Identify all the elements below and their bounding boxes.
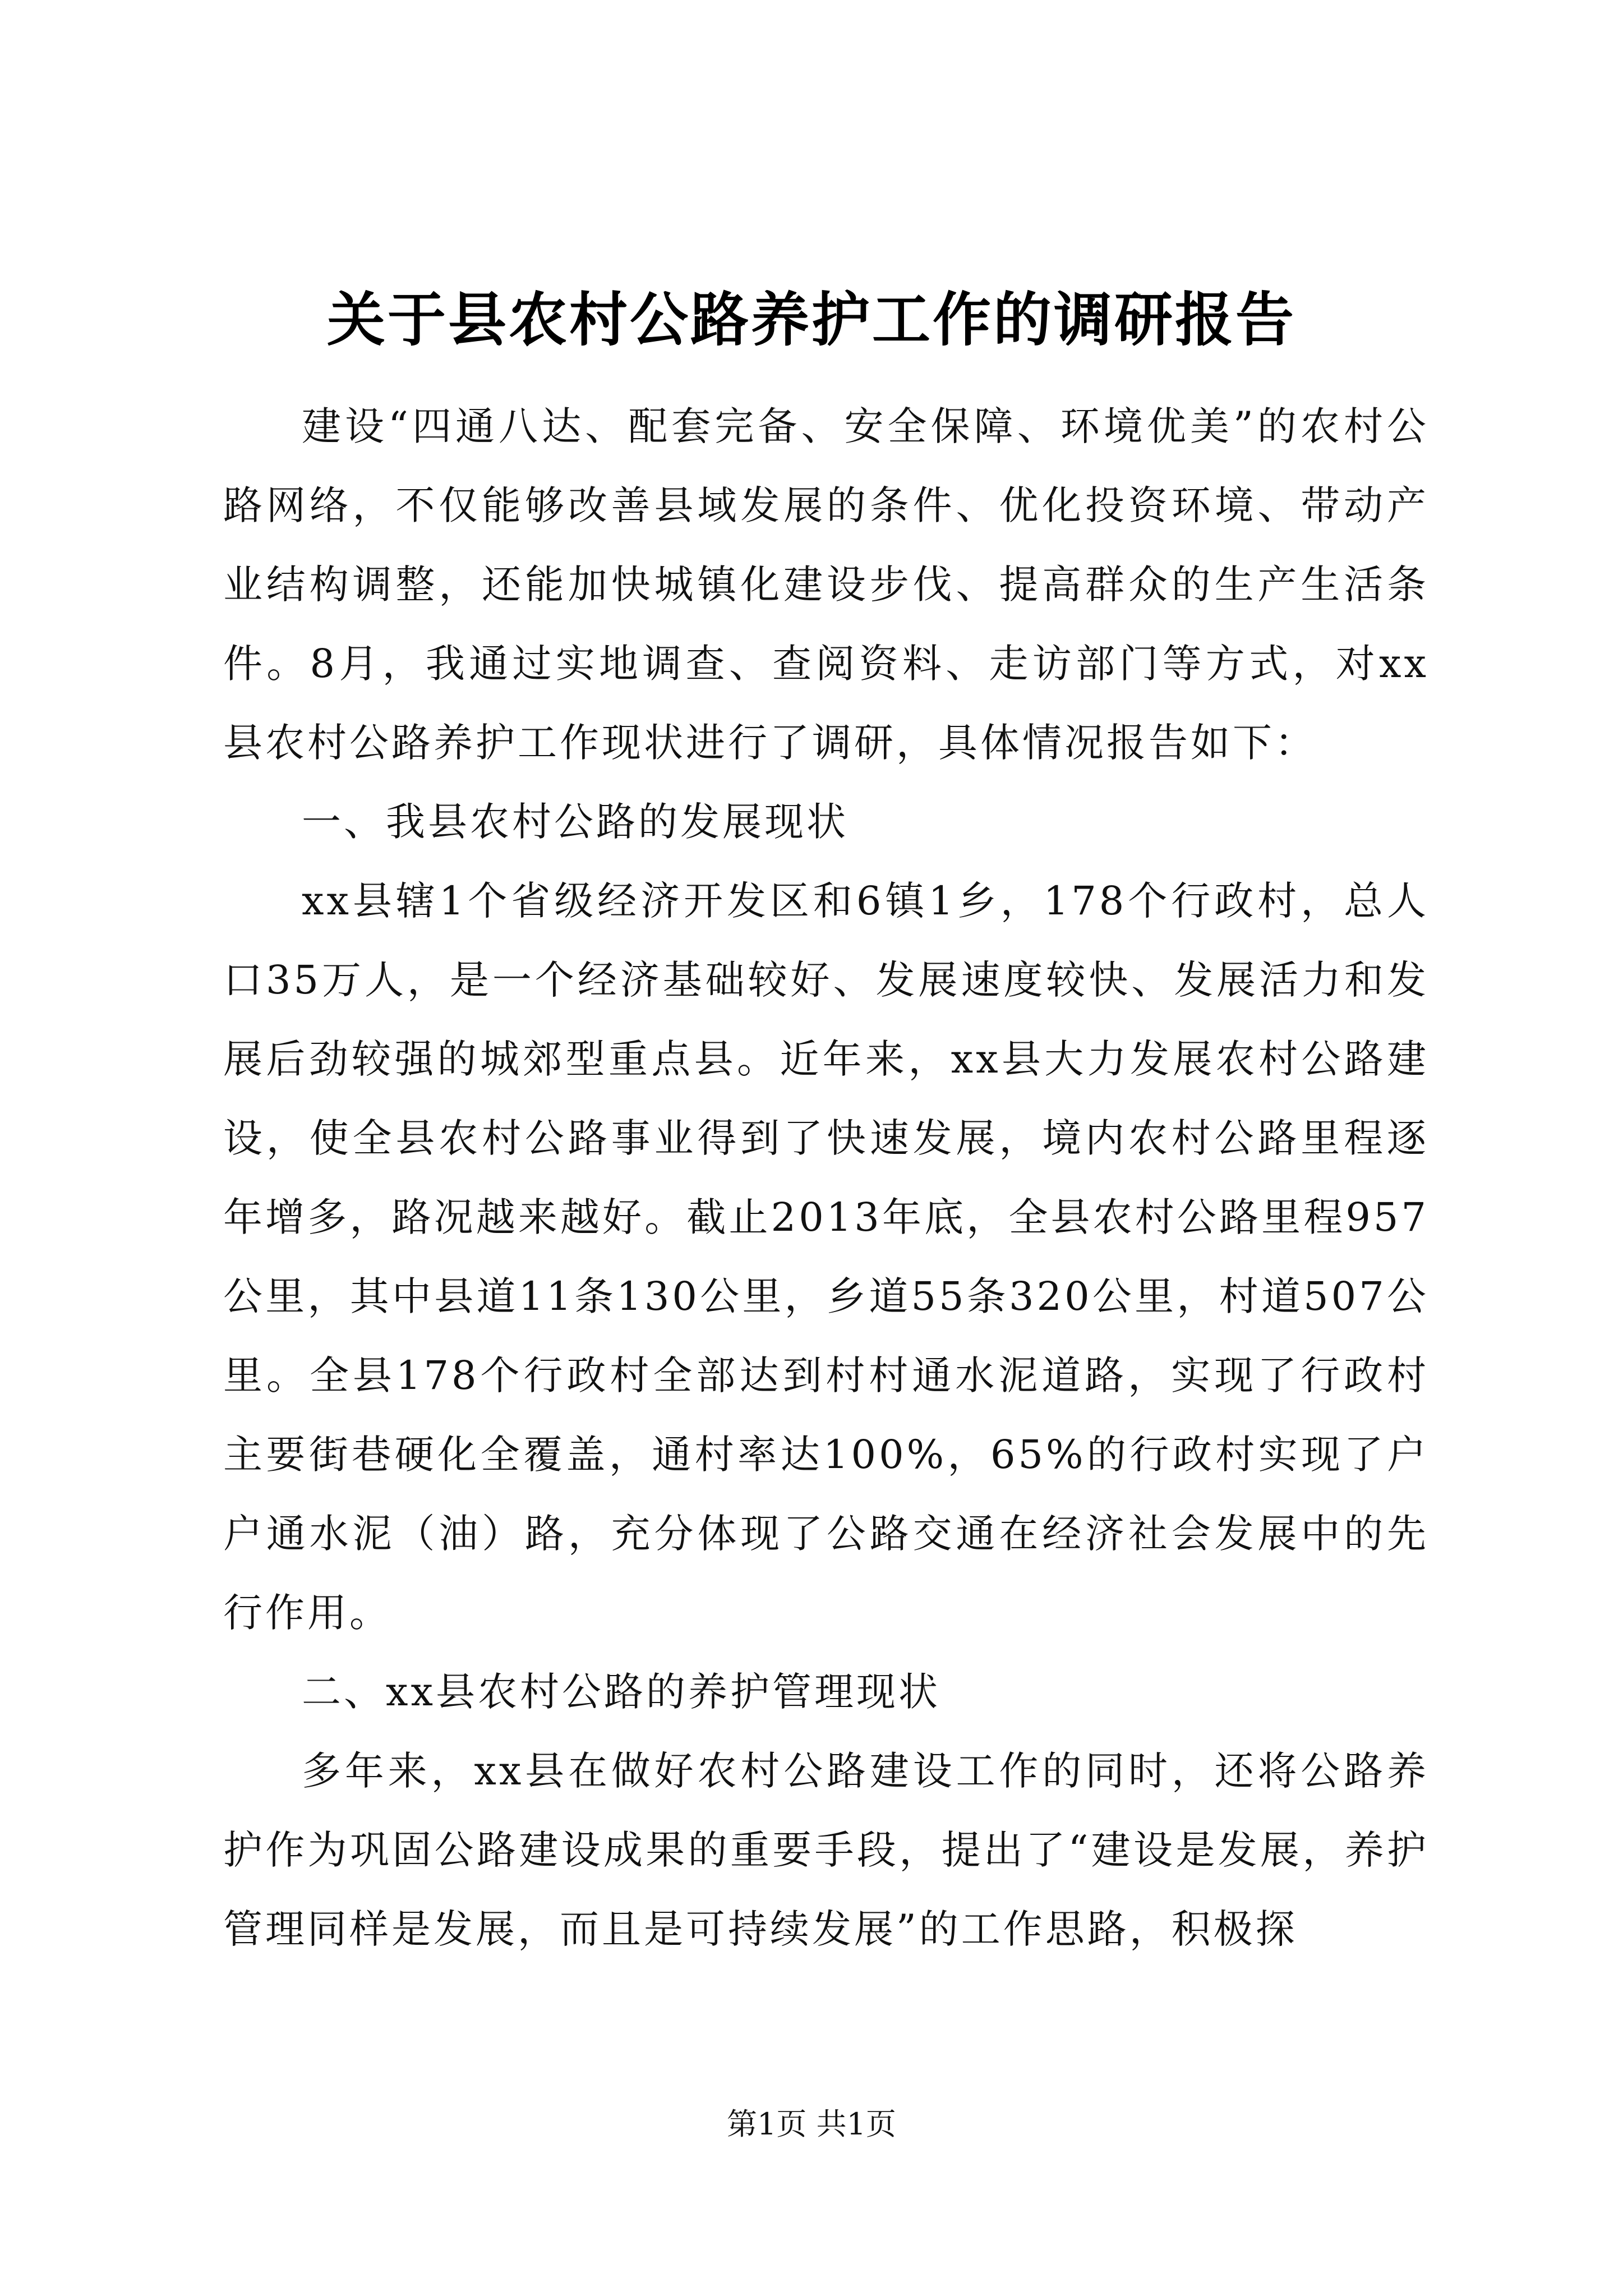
section-heading-1: 一、我县农村公路的发展现状 [302, 799, 849, 845]
document-body [223, 387, 1429, 1969]
page-footer: 第1页 共1页 [727, 2106, 896, 2142]
section-heading-2: 二、xx县农村公路的养护管理现状 [302, 1669, 940, 1715]
document-title: 关于县农村公路养护工作的调研报告 [326, 285, 1296, 354]
section-2-paragraph: 多年来，xx县在做好农村公路建设工作的同时，还将公路养护作为巩固公路建设成果的重要手段，提出了“建设是发展，养护管理同样是发展，而且是可持续发展”的工作思路，积极探 [223, 1748, 1429, 1952]
intro-paragraph: 建设“四通八达、配套完备、安全保障、环境优美”的农村公路网络，不仅能够改善县域发展的条件、优化投资环境、带动产业结构调整，还能加快城镇化建设步伐、提高群众的生产生活条件。8月，我通过实地调查、查阅资料、走访部门等方式，对xx县农村公路养护工作现状进行了调研，具体情况报告如下： [223, 403, 1429, 766]
section-1-paragraph: xx县辖1个省级经济开发区和6镇1乡，178个行政村，总人口35万人，是一个经济基础较好、发展速度较快、发展活力和发展后劲较强的城郊型重点县。近年来，xx县大力发展农村公路建设，使全县农村公路事业得到了快速发展，境内农村公路里程逐年增多，路况越来越好。截止2013年底，全县农村公路里程957公里，其中县道11条130公里，乡道55条320公里，村道507公里。全县178个行政村全部达到村村通水泥道路，实现了行政村主要街巷硬化全覆盖，通村率达100%，65%的行政村实现了户户通水泥（油）路，充分体现了公路交通在经济社会发展中的先行作用。 [223, 878, 1429, 1636]
